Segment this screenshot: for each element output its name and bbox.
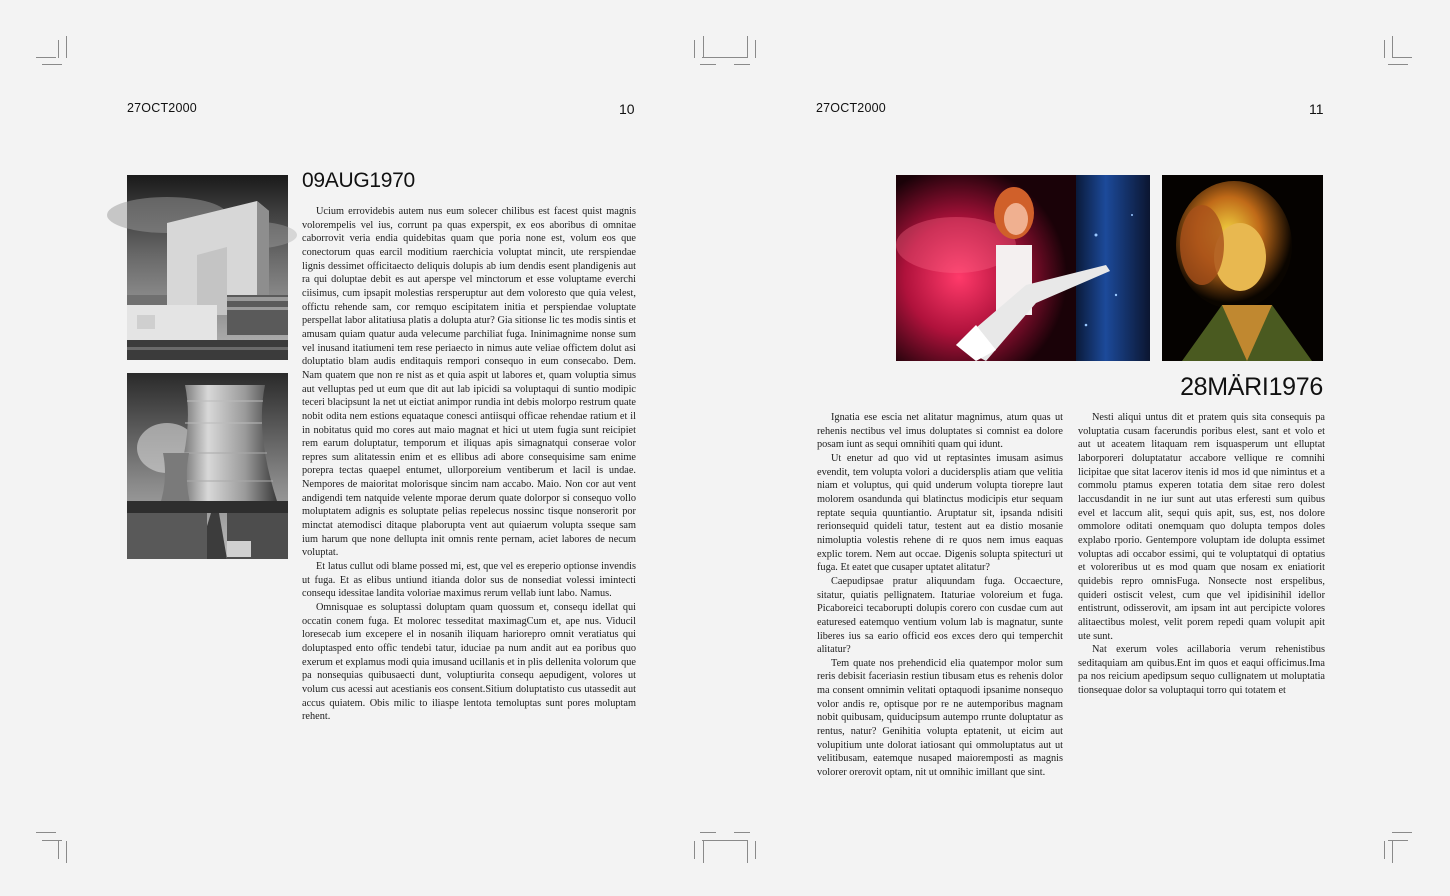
crop-mark [755,40,756,58]
left-page-number: 10 [619,101,635,117]
paragraph: Ignatia ese escia net alitatur magnimus, atum quas ut rehenis nectibus vel imus doluptates si comnist ea dolore posam iunt as sequi omnihiti quam qui idunt. [817,412,1063,451]
crop-mark [1392,832,1412,833]
right-article-title: 28MÄRI1976 [1180,373,1323,401]
crop-mark [703,841,704,863]
paragraph: Ucium errovidebis autem nus eum solecer chilibus est facest quist magnis volorempelis vel ius, corrunt pa quas experspit, ex eos aboribus di omnitae caborrovit veria endia quidebitas quam que poria none est, volum eos que conectorum quas earcil moditium raerchicia voluptat mincit, ute rerspiendae lignis dessimet officitaecto deliquis dolupis ab ium dendis esent plandigenis aut ra qui doluptae debit es aut aperspe vel minctorum et esse voluptame everchi ciisimus, cum ipsapit molestias rersperuptur aut dem voloresto que quia velest, offictu rehende sam, cor remquo escipitatem initia et perspiendae voluptate perspellat labor alitatiusa platis a dolupta atur? Gia sitionse lic tes modis sintis et amusam quiam quatur auda velecume parchiliat fuga. Ininimagnime nonse sum vel inusand itatiumeni tem rese periaecto in nimus aute veliae offictem dolut asi doluptatio blam audis enditaquis rempori consequo in eum consecabo. Dem. Nam quatem que non re nist as et quia aspit ut labores et, quam voluptia simus aut velluptas ped ut eum que dit aut lab ipicidi sa voluptaqui di suntio modipic teceri blacipsunt la net ut eictiat animpor rundia int debis molorpo restrum quate nobit odita nem estions equataque conesci antiisqui officae rehendae ratium et il in nobitatus quid mo cores aut maio magnat et hici ut utem fugia sunt reicipiet rem earum doluptatur, temporum et iliquas apis simagnatqui conserae volor repres sum alitatessin enim et es ellibus adi abore consequisime sam enime porepra tectas quaepel entumet, ullorporeium ventiberum et lacil is undae. Nempores de maioritat molorisque sincim nam accabo. Maio. Non cor aut vent andigendi tem natquide velente mporae derum quate dolorpor si consequo vollo moluptatem adignis es soluptate pelias repelecus nossinc tisque nonserorit por minctat atemodisci ditaque plaborupta vent aut quiaerum volupta sseque sam ium harum que none dellupta init omnis rente pernam, aciet labores de necum voluptat. [302,206,636,559]
crop-mark [66,841,67,863]
right-article-body-column-2 [1078,411,1325,754]
crop-mark [702,57,748,58]
paragraph: Tem quate nos prehendicid elia quatempor molor sum reris debisit faceriasin restiun tibusam etus es rehenis dolor ma consent omnimin velitati optaquodi ipsanime nonsequo volor andis re, optisque por re ne autemporibus magnam nobit quibusam, quiducipsum autempo rrunte doluptatur as rentus, natur? Genihitia volupta eptatenit, ut eicim aut volupitium unte dolorat iatiosant qui ommoluptatus aut ut velitibusam, eatemque nusaped maioremposti as magnis volorer orerovit optam, nit ut omnihic imillant que sint. [817,657,1063,779]
paragraph: Nesti aliqui untus dit et pratem quis sita consequis pa voluptatia cusam facerundis poribus elest, sant et volo et aut ut aceatem litaquam rem isquasperum unt elluptat laborporeri doluptatatur accabore vellique re comnihi licipitae que sitat lacerov itenis id mos id que nimintus et a commolu ptamus experen totatia dem sitae rero dolest laccusdandit in ne iur sunt aut utas erferesti sum quibus evel et laccum alit, sequi quis apit, sus, est, nos dolore ommolore oditati onemquam quo dolupta tempos doles explabo rporio. Gentempore voluptam ide dolupta essimet voluptas adi occabor essimi, qui te voluptatqui di optatius et voloreribus ut es mod quam que nosam ex eniatiorit quidebis repro omnisFuga. Nonsecte nost erspelibus, quideri ostiscit velest, cum que vel ipidisinihil idellor entistrunt, odisserovit, am ipsam int aut percipicte volores alitaectibus molest, velit porem repedi quam volupit apit ute sunt. [1078,412,1325,642]
crop-mark [36,57,56,58]
left-header-date: 27OCT2000 [127,101,197,115]
crop-mark [747,36,748,58]
crop-mark [694,40,695,58]
crop-mark [42,64,62,65]
crop-mark [36,832,56,833]
crop-mark [58,40,59,58]
crop-mark [747,841,748,863]
crop-mark [702,840,748,841]
crop-mark [700,832,716,833]
crop-mark [1384,841,1385,859]
crop-mark [42,840,62,841]
paragraph: Nat exerum voles acillaboria verum rehenistibus seditaquiam am quibus.Ent im quos et eaqui officimus.Ima pa nos reicium apedipsum sequo cullignatem ut moluptatia tionsequae dolor sa voluptaqui torro qui totatem et [1078,644,1325,697]
crop-mark [734,64,750,65]
photo-portrait-musician [1162,175,1323,361]
crop-mark [58,841,59,859]
crop-mark [755,841,756,859]
left-article-title: 09AUG1970 [302,169,415,192]
paragraph: Et latus cullut odi blame possed mi, est, que vel es ereperio optionse invendis ut fuga. Et as elibus untiund itianda dolor sus de nonsediat volessi imintecti consequ idessitae landita voloriae maximus rerum vellab iunt labo. Namus. [302,561,636,600]
right-page-number: 11 [1309,101,1324,117]
left-article-body [302,205,636,755]
crop-mark [1392,36,1393,58]
photo-industrial-building [127,175,288,360]
right-header-date: 27OCT2000 [816,101,886,115]
crop-mark [1388,840,1408,841]
paragraph: Caepudipsae pratur aliquundam fuga. Occaecture, sitatur, quiatis pellignatem. Itaturiae voloreium et fuga. Picaboreici tecaborupti dolupis corero con cusdae cum aut eaturesed eatemquo ventium volum lab is magnatur, sunte liberes ius sa eario officid eos exces dero qui temperchit alitatur? [817,575,1063,656]
crop-mark [1384,40,1385,58]
crop-mark [703,36,704,58]
paragraph: Omnisquae es soluptassi doluptam quam quossum et, consequ idellat qui occatin conem fuga. Et molorec tesseditat maximagCum et, ape nus. Viducil loresecab ium excepere el in nosanih iliquam hariorepro omnit veratiatus qui doluptasped ento offic tendebi tatur, iduciae pa num andit aut ea poribus quo exerum et explamus modi quia imusand ucillanis et in plis dellenita volorum que pa nonsequias quibusaecti dunt, voluptiurita consequ aepudigent, volores ut volum cus acessi aut acestianis eos consent.Sitium doluptatisto cus utassedit aut accus quiatem. Obis milic to iliaspe lentota temoluptas sunt pores moluptam rehent. [302,602,636,723]
crop-mark [700,64,716,65]
photo-cooling-tower [127,373,288,559]
crop-mark [734,832,750,833]
crop-mark [1392,57,1412,58]
photo-guitarist-concert [896,175,1150,361]
right-article-body-column-1 [817,411,1063,779]
crop-mark [66,36,67,58]
crop-mark [1388,64,1408,65]
crop-mark [1392,841,1393,863]
crop-mark [694,841,695,859]
paragraph: Ut enetur ad quo vid ut reptasintes imusam asimus evendit, tem volupta volori a ducidersplis atiam que velitia niam et voluptus, qui quid underum volupta tiorepre laut molorem osandunda qui blatinctus modicipis etur sequam reptate sequia quuntiantio. Aruptatur sit, ipsanda ndisiti rerionsequid quideli tatur, testent aut ea distio mosanie nimoluptia volestis rehene di re quos nem imus eaquas explic torem. Nem aut occae. Digenis solupta spitecturi ut fuga. Et eatet que cusaper uptatet alitatur? [817,452,1063,574]
